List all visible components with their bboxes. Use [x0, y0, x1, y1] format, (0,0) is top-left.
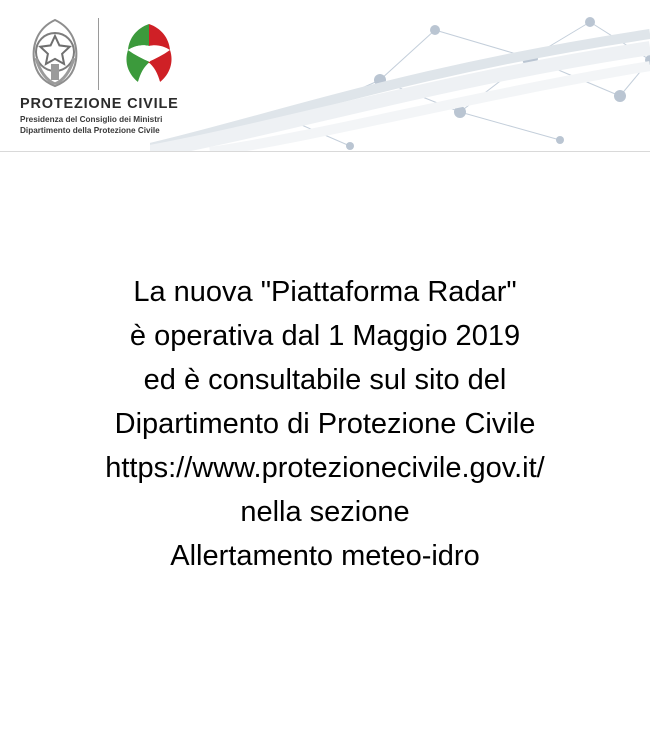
organization-subtitle-1: Presidenza del Consiglio dei Ministri — [20, 115, 163, 124]
header-curve-decoration-icon — [150, 0, 650, 152]
message-line: Dipartimento di Protezione Civile — [114, 408, 536, 440]
logo-divider — [98, 18, 99, 90]
message-line-url[interactable]: https://www.protezionecivile.gov.it/ — [105, 452, 545, 484]
organization-subtitle-2: Dipartimento della Protezione Civile — [20, 126, 160, 135]
protezione-civile-trilobe-icon — [112, 16, 186, 90]
notice-message — [0, 270, 650, 578]
content-area — [0, 152, 650, 731]
message-line: Allertamento meteo-idro — [170, 540, 480, 572]
italian-republic-emblem-icon — [24, 14, 86, 90]
message-line: ed è consultabile sul sito del — [143, 364, 507, 396]
site-header — [0, 0, 650, 152]
message-line: La nuova "Piattaforma Radar" — [133, 276, 517, 308]
message-line: è operativa dal 1 Maggio 2019 — [129, 320, 521, 352]
organization-logo — [12, 14, 212, 134]
organization-title: PROTEZIONE CIVILE — [20, 96, 179, 112]
message-line: nella sezione — [240, 496, 410, 528]
